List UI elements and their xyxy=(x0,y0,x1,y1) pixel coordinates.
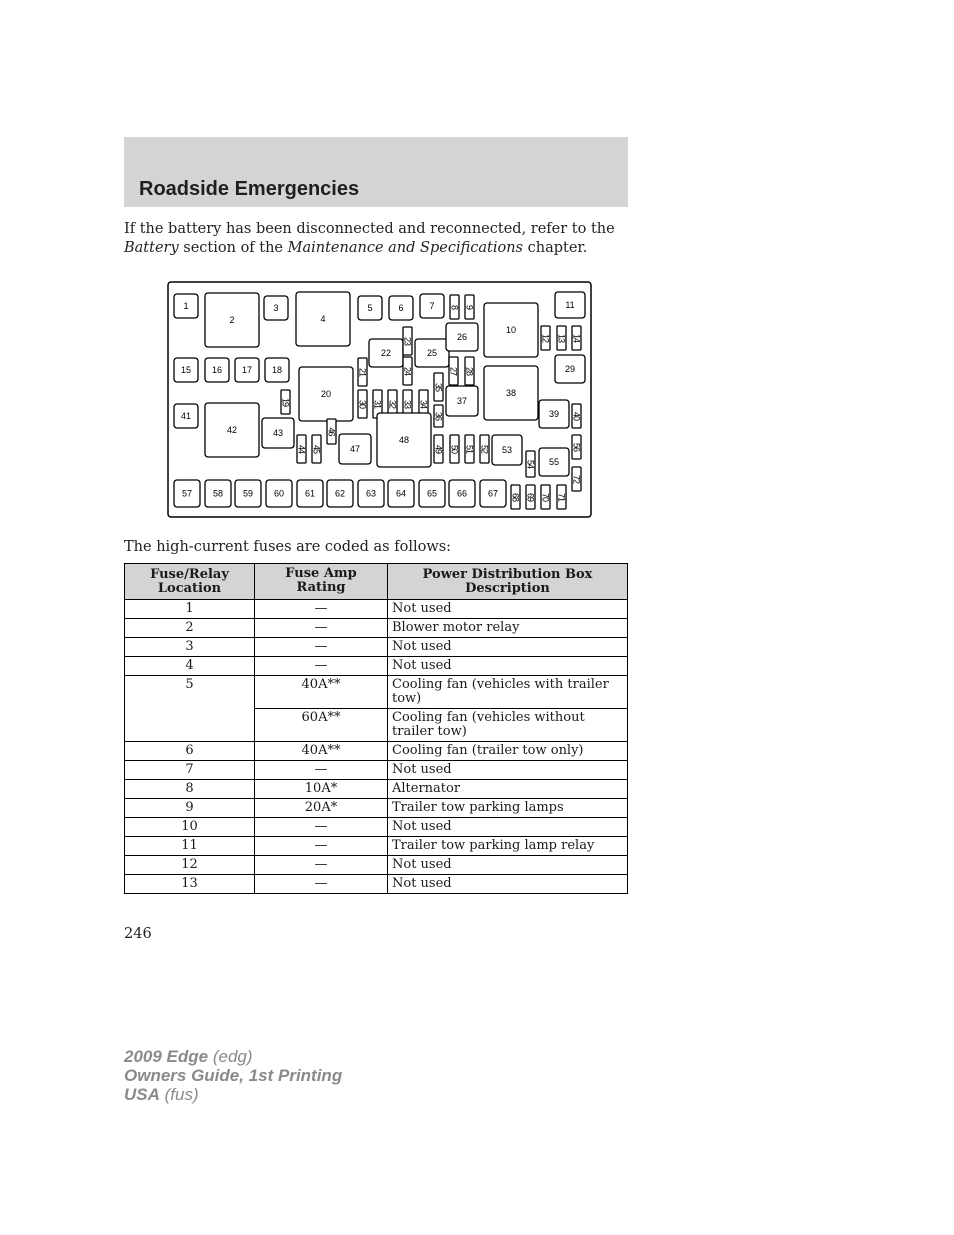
fuse-11 xyxy=(555,292,585,318)
fuse-15 xyxy=(174,358,198,382)
fuse-59 xyxy=(235,480,261,507)
cell-amp-rating: 60A** xyxy=(255,709,388,742)
table-row xyxy=(125,742,628,761)
fuse-label: 51 xyxy=(464,444,475,454)
footer-market-code: (fus) xyxy=(164,1085,199,1104)
cell-description: Not used xyxy=(388,761,628,780)
fuse-label: 60 xyxy=(273,488,285,499)
cell-location: 5 xyxy=(125,676,255,742)
fuse-label: 46 xyxy=(326,427,337,436)
intro-maint-ref: Maintenance and Specifications xyxy=(287,239,523,256)
fuse-12 xyxy=(541,326,551,350)
fuse-label: 9 xyxy=(464,304,475,310)
fuse-26 xyxy=(446,323,478,351)
fuse-1 xyxy=(174,294,198,318)
fuse-table xyxy=(124,563,628,894)
fuse-label: 61 xyxy=(304,488,316,499)
table-row xyxy=(125,799,628,818)
cell-location: 12 xyxy=(125,856,255,875)
cell-description: Not used xyxy=(388,600,628,619)
fuse-label: 31 xyxy=(372,399,383,409)
fuse-21 xyxy=(358,358,368,386)
fuse-29 xyxy=(555,355,585,383)
cell-description: Blower motor relay xyxy=(388,619,628,638)
fuse-7 xyxy=(420,294,444,318)
fuse-52 xyxy=(480,435,490,463)
fuse-42 xyxy=(205,403,259,457)
fuse-38 xyxy=(484,366,538,420)
fuse-label: 39 xyxy=(548,409,560,419)
fuse-label: 53 xyxy=(501,445,513,455)
intro-paragraph xyxy=(124,220,634,257)
footer-print-info xyxy=(124,1047,342,1104)
footer-line-3 xyxy=(124,1085,342,1104)
fuse-27 xyxy=(449,357,459,385)
fuse-label: 47 xyxy=(349,444,361,454)
cell-amp-rating: — xyxy=(255,856,388,875)
fuse-14 xyxy=(572,326,582,350)
fuse-44 xyxy=(297,435,307,463)
fuse-48 xyxy=(377,413,431,467)
fuse-65 xyxy=(419,480,445,507)
fuse-66 xyxy=(449,480,475,507)
fuse-label: 42 xyxy=(226,425,238,435)
cell-description: Cooling fan (vehicles without trailer tow) xyxy=(388,709,628,742)
fuse-label: 5 xyxy=(367,303,373,313)
cell-location: 13 xyxy=(125,875,255,894)
table-row xyxy=(125,600,628,619)
fuse-label: 55 xyxy=(548,457,560,467)
fuse-37 xyxy=(446,386,478,416)
fuse-17 xyxy=(235,358,259,382)
cell-location: 7 xyxy=(125,761,255,780)
fuse-label: 49 xyxy=(433,444,444,454)
cell-description: Not used xyxy=(388,856,628,875)
intro-battery-ref: Battery xyxy=(124,239,179,256)
cell-description: Cooling fan (trailer tow only) xyxy=(388,742,628,761)
fuse-43 xyxy=(262,418,294,448)
fuse-label: 14 xyxy=(571,333,582,343)
cell-amp-rating: — xyxy=(255,837,388,856)
fuse-label: 30 xyxy=(357,399,368,409)
footer-line-2 xyxy=(124,1066,342,1085)
table-row xyxy=(125,676,628,709)
fuse-label: 66 xyxy=(456,488,468,499)
fuse-box-diagram xyxy=(167,281,593,519)
fuse-2 xyxy=(205,293,259,347)
cell-amp-rating: — xyxy=(255,818,388,837)
intro-text-3: chapter. xyxy=(523,239,588,256)
cell-location: 4 xyxy=(125,657,255,676)
cell-location: 9 xyxy=(125,799,255,818)
cell-amp-rating: — xyxy=(255,600,388,619)
fuse-45 xyxy=(312,435,322,463)
fuse-10 xyxy=(484,303,538,357)
fuse-69 xyxy=(526,485,536,509)
cell-amp-rating: 40A** xyxy=(255,742,388,761)
fuse-16 xyxy=(205,358,229,382)
fuse-49 xyxy=(434,435,444,463)
fuse-39 xyxy=(539,400,569,428)
fuse-label: 65 xyxy=(426,488,438,499)
cell-amp-rating: — xyxy=(255,638,388,657)
fuse-63 xyxy=(358,480,384,507)
fuse-label: 54 xyxy=(525,459,536,469)
cell-amp-rating: — xyxy=(255,657,388,676)
fuse-label: 28 xyxy=(464,366,475,376)
fuse-36 xyxy=(434,405,444,427)
fuse-label: 7 xyxy=(429,301,435,311)
fuse-58 xyxy=(205,480,231,507)
fuse-label: 40 xyxy=(571,411,582,421)
fuse-55 xyxy=(539,448,569,476)
header-amp-rating: Fuse Amp Rating xyxy=(255,564,388,600)
cell-description: Cooling fan (vehicles with trailer tow) xyxy=(388,676,628,709)
cell-location: 10 xyxy=(125,818,255,837)
fuse-40 xyxy=(572,404,582,428)
fuse-28 xyxy=(465,357,475,385)
fuse-47 xyxy=(339,434,371,464)
cell-location: 6 xyxy=(125,742,255,761)
fuse-label: 11 xyxy=(565,300,575,310)
fuse-25 xyxy=(415,339,449,367)
table-row xyxy=(125,657,628,676)
cell-amp-rating: — xyxy=(255,875,388,894)
fuse-51 xyxy=(465,435,475,463)
fuse-57 xyxy=(174,480,200,507)
fuse-label: 68 xyxy=(510,492,521,502)
fuse-label: 6 xyxy=(398,303,404,313)
fuse-label: 10 xyxy=(505,325,517,335)
fuse-label: 32 xyxy=(387,399,398,409)
header-location: Fuse/Relay Location xyxy=(125,564,255,600)
fuse-label: 26 xyxy=(456,332,468,342)
fuse-label: 2 xyxy=(229,315,235,325)
cell-location: 1 xyxy=(125,600,255,619)
fuse-label: 48 xyxy=(398,435,410,445)
fuse-5 xyxy=(358,296,382,320)
table-caption: The high-current fuses are coded as follows: xyxy=(124,539,452,555)
fuse-20 xyxy=(299,367,353,421)
fuse-label: 59 xyxy=(242,488,254,499)
cell-location: 2 xyxy=(125,619,255,638)
cell-description: Not used xyxy=(388,638,628,657)
fuse-3 xyxy=(264,296,288,320)
fuse-8 xyxy=(450,295,460,319)
table-row xyxy=(125,856,628,875)
fuse-label: 20 xyxy=(320,389,332,399)
fuse-label: 67 xyxy=(487,488,499,499)
fuse-label: 62 xyxy=(334,488,346,499)
fuse-67 xyxy=(480,480,506,507)
fuse-68 xyxy=(511,485,521,509)
intro-text-1: If the battery has been disconnected and reconnected, refer to the xyxy=(124,221,615,237)
fuse-70 xyxy=(541,485,551,509)
fuse-label: 16 xyxy=(211,365,223,375)
fuse-label: 23 xyxy=(402,336,413,346)
cell-description: Alternator xyxy=(388,780,628,799)
table-row xyxy=(125,818,628,837)
fuse-61 xyxy=(297,480,323,507)
fuse-label: 37 xyxy=(456,396,468,406)
cell-amp-rating: — xyxy=(255,619,388,638)
fuse-label: 45 xyxy=(311,444,322,454)
fuse-label: 57 xyxy=(181,488,193,499)
cell-description: Trailer tow parking lamps xyxy=(388,799,628,818)
fuse-label: 41 xyxy=(180,411,192,421)
fuse-60 xyxy=(266,480,292,507)
fuse-label: 27 xyxy=(448,366,459,376)
cell-amp-rating: 40A** xyxy=(255,676,388,709)
footer-model: 2009 Edge xyxy=(124,1047,209,1066)
fuse-label: 22 xyxy=(380,348,392,358)
cell-amp-rating: 20A* xyxy=(255,799,388,818)
fuse-label: 38 xyxy=(505,388,517,398)
table-row xyxy=(125,780,628,799)
fuse-label: 70 xyxy=(540,492,551,502)
fuse-label: 56 xyxy=(571,442,582,452)
cell-amp-rating: — xyxy=(255,761,388,780)
fuse-35 xyxy=(434,373,444,401)
fuse-30 xyxy=(358,390,368,418)
fuse-6 xyxy=(389,296,413,320)
cell-location: 3 xyxy=(125,638,255,657)
fuse-label: 58 xyxy=(212,488,224,499)
fuse-label: 12 xyxy=(540,333,551,343)
table-row xyxy=(125,638,628,657)
footer-line-1 xyxy=(124,1047,342,1066)
fuse-label: 17 xyxy=(241,365,253,375)
table-row xyxy=(125,619,628,638)
cell-location: 8 xyxy=(125,780,255,799)
fuse-label: 15 xyxy=(180,365,192,375)
fuse-46 xyxy=(327,419,337,444)
fuse-label: 19 xyxy=(280,397,291,407)
fuse-label: 44 xyxy=(296,444,307,454)
cell-amp-rating: 10A* xyxy=(255,780,388,799)
cell-description: Not used xyxy=(388,875,628,894)
fuse-50 xyxy=(450,435,460,463)
fuse-72 xyxy=(572,467,582,491)
fuse-label: 13 xyxy=(556,333,567,343)
cell-location: 11 xyxy=(125,837,255,856)
fuse-18 xyxy=(265,358,289,382)
fuse-label: 8 xyxy=(449,304,460,310)
table-row xyxy=(125,761,628,780)
fuse-label: 18 xyxy=(271,365,283,375)
fuse-label: 4 xyxy=(320,314,326,324)
fuse-label: 71 xyxy=(556,492,567,502)
fuse-label: 50 xyxy=(449,444,460,454)
fuse-22 xyxy=(369,339,403,367)
cell-description: Not used xyxy=(388,818,628,837)
fuse-23 xyxy=(403,327,413,355)
table-row xyxy=(125,875,628,894)
fuse-19 xyxy=(281,390,291,414)
fuse-24 xyxy=(403,357,413,385)
fuse-label: 52 xyxy=(479,444,490,454)
table-header-row xyxy=(125,564,628,600)
fuse-label: 25 xyxy=(426,348,438,358)
fuse-4 xyxy=(296,292,350,346)
table-row xyxy=(125,837,628,856)
intro-text-2: section of the xyxy=(178,239,288,256)
fuse-41 xyxy=(174,404,198,428)
fuse-54 xyxy=(526,451,536,477)
fuse-label: 72 xyxy=(571,474,582,484)
footer-guide: Owners Guide, 1st Printing xyxy=(124,1066,343,1085)
cell-description: Trailer tow parking lamp relay xyxy=(388,837,628,856)
fuse-label: 24 xyxy=(402,366,413,376)
fuse-label: 21 xyxy=(357,367,368,377)
page-number: 246 xyxy=(124,926,152,942)
fuse-label: 34 xyxy=(418,399,429,409)
fuse-53 xyxy=(492,435,522,465)
fuse-13 xyxy=(557,326,567,350)
cell-description: Not used xyxy=(388,657,628,676)
fuse-9 xyxy=(465,295,475,319)
header-description: Power Distribution Box Description xyxy=(388,564,628,600)
fuse-label: 36 xyxy=(433,411,444,421)
fuse-label: 63 xyxy=(365,488,377,499)
fuse-62 xyxy=(327,480,353,507)
fuse-56 xyxy=(572,435,582,459)
fuse-label: 64 xyxy=(395,488,407,499)
fuse-label: 35 xyxy=(433,382,444,392)
section-title: Roadside Emergencies xyxy=(139,178,360,200)
fuse-label: 3 xyxy=(273,303,279,313)
fuse-label: 69 xyxy=(525,492,536,502)
fuse-71 xyxy=(557,485,567,509)
fuse-64 xyxy=(388,480,414,507)
fuse-label: 29 xyxy=(564,364,576,374)
fuse-label: 1 xyxy=(183,301,189,311)
footer-model-code: (edg) xyxy=(212,1047,253,1066)
fuse-box-svg xyxy=(167,281,593,519)
fuse-label: 43 xyxy=(272,428,284,438)
footer-market: USA xyxy=(124,1085,160,1104)
fuse-label: 33 xyxy=(402,399,413,409)
